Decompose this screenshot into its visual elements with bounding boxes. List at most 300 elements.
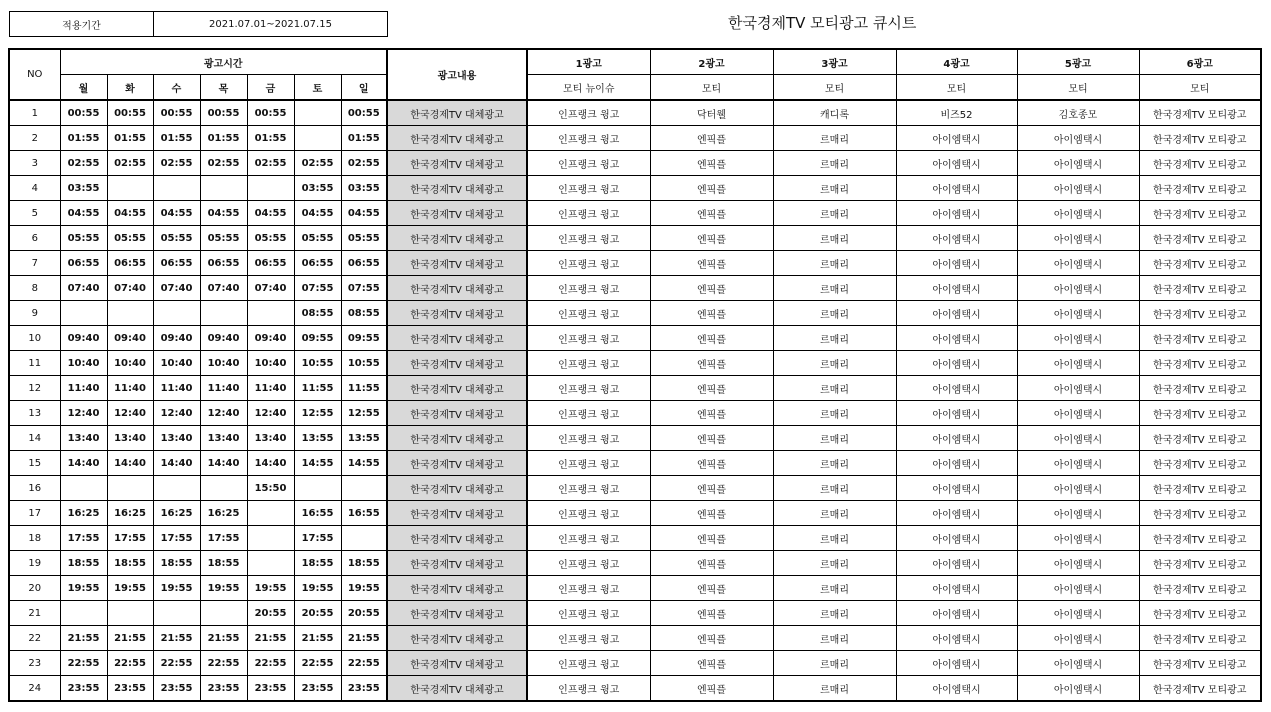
- ad-cell: 르매리: [773, 601, 896, 626]
- time-cell: 07:40: [107, 276, 153, 301]
- time-cell: 09:40: [60, 326, 107, 351]
- time-cell: 10:40: [60, 351, 107, 376]
- row-no: 16: [9, 476, 60, 501]
- ad-cell: 아이엠택시: [1017, 326, 1139, 351]
- ad-cell: 엔픽플: [650, 601, 773, 626]
- time-cell: 22:55: [107, 651, 153, 676]
- ad-cell: 한국경제TV 모티광고: [1139, 126, 1261, 151]
- time-cell: [107, 476, 153, 501]
- ad-cell: 한국경제TV 모티광고: [1139, 401, 1261, 426]
- time-cell: 22:55: [294, 651, 341, 676]
- table-row: [9, 451, 1261, 476]
- ad-cell: 르매리: [773, 276, 896, 301]
- header-day: 월: [60, 75, 107, 101]
- ad-cell: 아이엠택시: [896, 326, 1017, 351]
- row-no: 21: [9, 601, 60, 626]
- time-cell: 09:40: [107, 326, 153, 351]
- table-row: [9, 501, 1261, 526]
- content-cell: 한국경제TV 대체광고: [387, 176, 527, 201]
- time-cell: 02:55: [153, 151, 200, 176]
- ad-cell: 아이엠택시: [896, 501, 1017, 526]
- ad-cell: 아이엠택시: [896, 526, 1017, 551]
- ad-cell: 아이엠택시: [1017, 676, 1139, 702]
- ad-cell: 한국경제TV 모티광고: [1139, 626, 1261, 651]
- period-box: [9, 11, 388, 37]
- content-cell: 한국경제TV 대체광고: [387, 426, 527, 451]
- time-cell: [60, 601, 107, 626]
- ad-cell: 한국경제TV 모티광고: [1139, 376, 1261, 401]
- table-row: [9, 476, 1261, 501]
- ad-cell: 엔픽플: [650, 576, 773, 601]
- time-cell: [200, 476, 247, 501]
- row-no: 23: [9, 651, 60, 676]
- time-cell: 05:55: [200, 226, 247, 251]
- time-cell: 05:55: [294, 226, 341, 251]
- time-cell: 17:55: [200, 526, 247, 551]
- ad-cell: 르매리: [773, 376, 896, 401]
- ad-cell: 르매리: [773, 426, 896, 451]
- ad-cell: 아이엠택시: [896, 601, 1017, 626]
- time-cell: 01:55: [341, 126, 387, 151]
- ad-cell: 엔픽플: [650, 151, 773, 176]
- table-row: [9, 226, 1261, 251]
- time-cell: [200, 176, 247, 201]
- time-cell: [153, 476, 200, 501]
- time-cell: 23:55: [60, 676, 107, 702]
- ad-cell: 아이엠택시: [896, 226, 1017, 251]
- time-cell: 22:55: [60, 651, 107, 676]
- table-row: [9, 676, 1261, 702]
- period-label: 적용기간: [10, 12, 154, 37]
- content-cell: 한국경제TV 대체광고: [387, 301, 527, 326]
- ad-cell: 아이엠택시: [1017, 301, 1139, 326]
- time-cell: 15:50: [247, 476, 294, 501]
- row-no: 8: [9, 276, 60, 301]
- row-no: 7: [9, 251, 60, 276]
- time-cell: [107, 176, 153, 201]
- time-cell: 07:55: [294, 276, 341, 301]
- time-cell: 01:55: [200, 126, 247, 151]
- time-cell: 10:40: [107, 351, 153, 376]
- time-cell: 17:55: [153, 526, 200, 551]
- time-cell: 16:55: [294, 501, 341, 526]
- time-cell: 00:55: [153, 100, 200, 126]
- time-cell: 11:40: [247, 376, 294, 401]
- ad-cell: 아이엠택시: [896, 401, 1017, 426]
- ad-cell: 르매리: [773, 351, 896, 376]
- time-cell: [200, 601, 247, 626]
- time-cell: 07:40: [247, 276, 294, 301]
- time-cell: 12:40: [60, 401, 107, 426]
- time-cell: [60, 476, 107, 501]
- time-cell: 22:55: [200, 651, 247, 676]
- ad-cell: 인프랭크 윙고: [527, 526, 650, 551]
- time-cell: 09:40: [200, 326, 247, 351]
- ad-cell: 르매리: [773, 201, 896, 226]
- ad-cell: 인프랭크 윙고: [527, 301, 650, 326]
- ad-cell: 인프랭크 윙고: [527, 151, 650, 176]
- content-cell: 한국경제TV 대체광고: [387, 451, 527, 476]
- content-cell: 한국경제TV 대체광고: [387, 626, 527, 651]
- row-no: 15: [9, 451, 60, 476]
- ad-cell: 엔픽플: [650, 426, 773, 451]
- ad-cell: 아이엠택시: [1017, 626, 1139, 651]
- time-cell: 20:55: [341, 601, 387, 626]
- header-no: NO: [9, 49, 60, 100]
- time-cell: 18:55: [107, 551, 153, 576]
- time-cell: 01:55: [60, 126, 107, 151]
- row-no: 18: [9, 526, 60, 551]
- content-cell: 한국경제TV 대체광고: [387, 676, 527, 702]
- content-cell: 한국경제TV 대체광고: [387, 376, 527, 401]
- ad-cell: 아이엠택시: [896, 276, 1017, 301]
- ad-cell: 인프랭크 윙고: [527, 201, 650, 226]
- table-row: [9, 151, 1261, 176]
- row-no: 4: [9, 176, 60, 201]
- ad-cell: 르매리: [773, 501, 896, 526]
- time-cell: 06:55: [247, 251, 294, 276]
- ad-cell: 르매리: [773, 401, 896, 426]
- table-row: [9, 176, 1261, 201]
- row-no: 19: [9, 551, 60, 576]
- row-no: 1: [9, 100, 60, 126]
- ad-cell: 아이엠택시: [1017, 426, 1139, 451]
- ad-cell: 아이엠택시: [1017, 201, 1139, 226]
- ad-cell: 아이엠택시: [896, 676, 1017, 702]
- ad-cell: 인프랭크 윙고: [527, 126, 650, 151]
- ad-cell: 엔픽플: [650, 226, 773, 251]
- time-cell: 05:55: [60, 226, 107, 251]
- ad-cell: 한국경제TV 모티광고: [1139, 201, 1261, 226]
- time-cell: 19:55: [153, 576, 200, 601]
- header-day: 수: [153, 75, 200, 101]
- ad-cell: 엔픽플: [650, 676, 773, 702]
- row-no: 11: [9, 351, 60, 376]
- header-ad-time: 광고시간: [60, 49, 387, 75]
- ad-cell: 아이엠택시: [1017, 226, 1139, 251]
- time-cell: 03:55: [341, 176, 387, 201]
- ad-cell: 르매리: [773, 451, 896, 476]
- ad-cell: 인프랭크 윙고: [527, 100, 650, 126]
- ad-cell: 엔픽플: [650, 451, 773, 476]
- header-ad-4: 4광고: [896, 49, 1017, 75]
- cue-sheet-table: [8, 48, 1262, 702]
- time-cell: 11:40: [153, 376, 200, 401]
- ad-cell: 캐디록: [773, 100, 896, 126]
- time-cell: 21:55: [60, 626, 107, 651]
- time-cell: 11:40: [60, 376, 107, 401]
- row-no: 2: [9, 126, 60, 151]
- ad-cell: 인프랭크 윙고: [527, 601, 650, 626]
- time-cell: 14:40: [153, 451, 200, 476]
- ad-cell: 르매리: [773, 551, 896, 576]
- ad-cell: 엔픽플: [650, 351, 773, 376]
- time-cell: 10:55: [341, 351, 387, 376]
- row-no: 13: [9, 401, 60, 426]
- time-cell: 19:55: [247, 576, 294, 601]
- time-cell: 06:55: [107, 251, 153, 276]
- time-cell: 11:55: [294, 376, 341, 401]
- ad-cell: 아이엠택시: [1017, 601, 1139, 626]
- table-row: [9, 401, 1261, 426]
- table-row: [9, 276, 1261, 301]
- ad-cell: 한국경제TV 모티광고: [1139, 576, 1261, 601]
- ad-cell: 아이엠택시: [896, 176, 1017, 201]
- header-day: 목: [200, 75, 247, 101]
- time-cell: [294, 476, 341, 501]
- time-cell: [247, 176, 294, 201]
- time-cell: 01:55: [247, 126, 294, 151]
- content-cell: 한국경제TV 대체광고: [387, 251, 527, 276]
- time-cell: 02:55: [200, 151, 247, 176]
- row-no: 14: [9, 426, 60, 451]
- time-cell: 07:40: [200, 276, 247, 301]
- cue-sheet-body: [9, 100, 1261, 701]
- ad-cell: 인프랭크 윙고: [527, 251, 650, 276]
- ad-cell: 아이엠택시: [896, 426, 1017, 451]
- row-no: 10: [9, 326, 60, 351]
- time-cell: 04:55: [294, 201, 341, 226]
- ad-cell: 르매리: [773, 126, 896, 151]
- time-cell: 10:40: [200, 351, 247, 376]
- ad-cell: 엔픽플: [650, 326, 773, 351]
- ad-cell: 인프랭크 윙고: [527, 376, 650, 401]
- time-cell: 04:55: [107, 201, 153, 226]
- ad-cell: 한국경제TV 모티광고: [1139, 476, 1261, 501]
- content-cell: 한국경제TV 대체광고: [387, 351, 527, 376]
- ad-cell: 인프랭크 윙고: [527, 576, 650, 601]
- sheet-title: 한국경제TV 모티광고 큐시트: [728, 14, 917, 32]
- time-cell: 16:25: [60, 501, 107, 526]
- time-cell: 07:40: [60, 276, 107, 301]
- ad-cell: 한국경제TV 모티광고: [1139, 301, 1261, 326]
- ad-cell: 인프랭크 윙고: [527, 676, 650, 702]
- time-cell: 19:55: [107, 576, 153, 601]
- time-cell: 12:40: [107, 401, 153, 426]
- ad-cell: 아이엠택시: [896, 551, 1017, 576]
- ad-cell: 아이엠택시: [896, 451, 1017, 476]
- ad-cell: 아이엠택시: [1017, 526, 1139, 551]
- ad-cell: 한국경제TV 모티광고: [1139, 151, 1261, 176]
- time-cell: 02:55: [60, 151, 107, 176]
- ad-cell: 인프랭크 윙고: [527, 426, 650, 451]
- time-cell: 14:40: [107, 451, 153, 476]
- ad-cell: 르매리: [773, 526, 896, 551]
- time-cell: 02:55: [341, 151, 387, 176]
- ad-cell: 아이엠택시: [1017, 576, 1139, 601]
- header-ad-sub: 모티: [773, 75, 896, 101]
- ad-cell: 한국경제TV 모티광고: [1139, 426, 1261, 451]
- ad-cell: 아이엠택시: [896, 201, 1017, 226]
- time-cell: 14:40: [200, 451, 247, 476]
- table-row: [9, 251, 1261, 276]
- ad-cell: 르매리: [773, 626, 896, 651]
- time-cell: 10:40: [247, 351, 294, 376]
- ad-cell: 아이엠택시: [1017, 276, 1139, 301]
- time-cell: 16:25: [107, 501, 153, 526]
- ad-cell: 한국경제TV 모티광고: [1139, 326, 1261, 351]
- time-cell: 21:55: [294, 626, 341, 651]
- time-cell: 00:55: [341, 100, 387, 126]
- ad-cell: 한국경제TV 모티광고: [1139, 676, 1261, 702]
- time-cell: 23:55: [294, 676, 341, 702]
- time-cell: 14:55: [294, 451, 341, 476]
- time-cell: 13:40: [107, 426, 153, 451]
- ad-cell: 엔픽플: [650, 651, 773, 676]
- time-cell: 04:55: [341, 201, 387, 226]
- ad-cell: 인프랭크 윙고: [527, 626, 650, 651]
- time-cell: 03:55: [60, 176, 107, 201]
- ad-cell: 인프랭크 윙고: [527, 651, 650, 676]
- row-no: 17: [9, 501, 60, 526]
- time-cell: 18:55: [60, 551, 107, 576]
- ad-cell: 아이엠택시: [896, 151, 1017, 176]
- content-cell: 한국경제TV 대체광고: [387, 651, 527, 676]
- ad-cell: 르매리: [773, 676, 896, 702]
- time-cell: 18:55: [153, 551, 200, 576]
- ad-cell: 아이엠택시: [896, 576, 1017, 601]
- ad-cell: 아이엠택시: [896, 301, 1017, 326]
- ad-cell: 엔픽플: [650, 376, 773, 401]
- time-cell: [107, 301, 153, 326]
- time-cell: [247, 526, 294, 551]
- time-cell: 00:55: [200, 100, 247, 126]
- ad-cell: 르매리: [773, 301, 896, 326]
- ad-cell: 인프랭크 윙고: [527, 476, 650, 501]
- table-row: [9, 526, 1261, 551]
- ad-cell: 아이엠택시: [1017, 376, 1139, 401]
- time-cell: 21:55: [153, 626, 200, 651]
- time-cell: 00:55: [60, 100, 107, 126]
- time-cell: 19:55: [294, 576, 341, 601]
- time-cell: 23:55: [341, 676, 387, 702]
- ad-cell: 한국경제TV 모티광고: [1139, 526, 1261, 551]
- time-cell: 08:55: [294, 301, 341, 326]
- ad-cell: 닥터웰: [650, 100, 773, 126]
- header-day: 금: [247, 75, 294, 101]
- content-cell: 한국경제TV 대체광고: [387, 551, 527, 576]
- row-no: 22: [9, 626, 60, 651]
- time-cell: 22:55: [153, 651, 200, 676]
- time-cell: 11:55: [341, 376, 387, 401]
- ad-cell: 한국경제TV 모티광고: [1139, 226, 1261, 251]
- content-cell: 한국경제TV 대체광고: [387, 201, 527, 226]
- content-cell: 한국경제TV 대체광고: [387, 326, 527, 351]
- time-cell: [107, 601, 153, 626]
- ad-cell: 한국경제TV 모티광고: [1139, 551, 1261, 576]
- header-ad-sub: 모티: [896, 75, 1017, 101]
- time-cell: 06:55: [200, 251, 247, 276]
- time-cell: 11:40: [107, 376, 153, 401]
- time-cell: 09:40: [153, 326, 200, 351]
- ad-cell: 아이엠택시: [896, 251, 1017, 276]
- ad-cell: 아이엠택시: [896, 626, 1017, 651]
- ad-cell: 엔픽플: [650, 251, 773, 276]
- table-row: [9, 351, 1261, 376]
- time-cell: 22:55: [341, 651, 387, 676]
- ad-cell: 한국경제TV 모티광고: [1139, 276, 1261, 301]
- table-row: [9, 551, 1261, 576]
- ad-cell: 한국경제TV 모티광고: [1139, 176, 1261, 201]
- ad-cell: 인프랭크 윙고: [527, 226, 650, 251]
- time-cell: 12:55: [341, 401, 387, 426]
- time-cell: 05:55: [153, 226, 200, 251]
- ad-cell: 한국경제TV 모티광고: [1139, 501, 1261, 526]
- ad-cell: 르매리: [773, 576, 896, 601]
- time-cell: 13:40: [247, 426, 294, 451]
- table-row: [9, 201, 1261, 226]
- header-day: 토: [294, 75, 341, 101]
- time-cell: 00:55: [107, 100, 153, 126]
- time-cell: 06:55: [294, 251, 341, 276]
- time-cell: 20:55: [294, 601, 341, 626]
- ad-cell: 인프랭크 윙고: [527, 451, 650, 476]
- time-cell: 13:55: [341, 426, 387, 451]
- header-ad-6: 6광고: [1139, 49, 1261, 75]
- time-cell: [247, 501, 294, 526]
- ad-cell: 인프랭크 윙고: [527, 326, 650, 351]
- ad-cell: 한국경제TV 모티광고: [1139, 351, 1261, 376]
- time-cell: 18:55: [341, 551, 387, 576]
- time-cell: [341, 526, 387, 551]
- header-ad-sub: 모티: [1139, 75, 1261, 101]
- ad-cell: 엔픽플: [650, 501, 773, 526]
- time-cell: 10:40: [153, 351, 200, 376]
- time-cell: 12:55: [294, 401, 341, 426]
- ad-cell: 인프랭크 윙고: [527, 276, 650, 301]
- content-cell: 한국경제TV 대체광고: [387, 100, 527, 126]
- time-cell: 02:55: [107, 151, 153, 176]
- table-row: [9, 651, 1261, 676]
- time-cell: 13:40: [60, 426, 107, 451]
- content-cell: 한국경제TV 대체광고: [387, 476, 527, 501]
- header-day: 일: [341, 75, 387, 101]
- content-cell: 한국경제TV 대체광고: [387, 151, 527, 176]
- time-cell: 20:55: [247, 601, 294, 626]
- time-cell: 03:55: [294, 176, 341, 201]
- ad-cell: 김호종모: [1017, 100, 1139, 126]
- ad-cell: 아이엠택시: [1017, 501, 1139, 526]
- ad-cell: 인프랭크 윙고: [527, 401, 650, 426]
- time-cell: [200, 301, 247, 326]
- time-cell: [294, 100, 341, 126]
- ad-cell: 아이엠택시: [1017, 251, 1139, 276]
- time-cell: 07:40: [153, 276, 200, 301]
- ad-cell: 아이엠택시: [1017, 401, 1139, 426]
- row-no: 9: [9, 301, 60, 326]
- time-cell: 21:55: [341, 626, 387, 651]
- time-cell: 19:55: [60, 576, 107, 601]
- ad-cell: 아이엠택시: [896, 476, 1017, 501]
- content-cell: 한국경제TV 대체광고: [387, 226, 527, 251]
- table-row: [9, 376, 1261, 401]
- header-ad-3: 3광고: [773, 49, 896, 75]
- content-cell: 한국경제TV 대체광고: [387, 576, 527, 601]
- ad-cell: 아이엠택시: [1017, 351, 1139, 376]
- time-cell: 19:55: [341, 576, 387, 601]
- period-value: 2021.07.01~2021.07.15: [154, 12, 388, 37]
- time-cell: 23:55: [200, 676, 247, 702]
- header-ad-5: 5광고: [1017, 49, 1139, 75]
- content-cell: 한국경제TV 대체광고: [387, 126, 527, 151]
- time-cell: 16:55: [341, 501, 387, 526]
- ad-cell: 아이엠택시: [1017, 151, 1139, 176]
- time-cell: [153, 301, 200, 326]
- content-cell: 한국경제TV 대체광고: [387, 601, 527, 626]
- ad-cell: 한국경제TV 모티광고: [1139, 451, 1261, 476]
- ad-cell: 아이엠택시: [1017, 551, 1139, 576]
- ad-cell: 엔픽플: [650, 476, 773, 501]
